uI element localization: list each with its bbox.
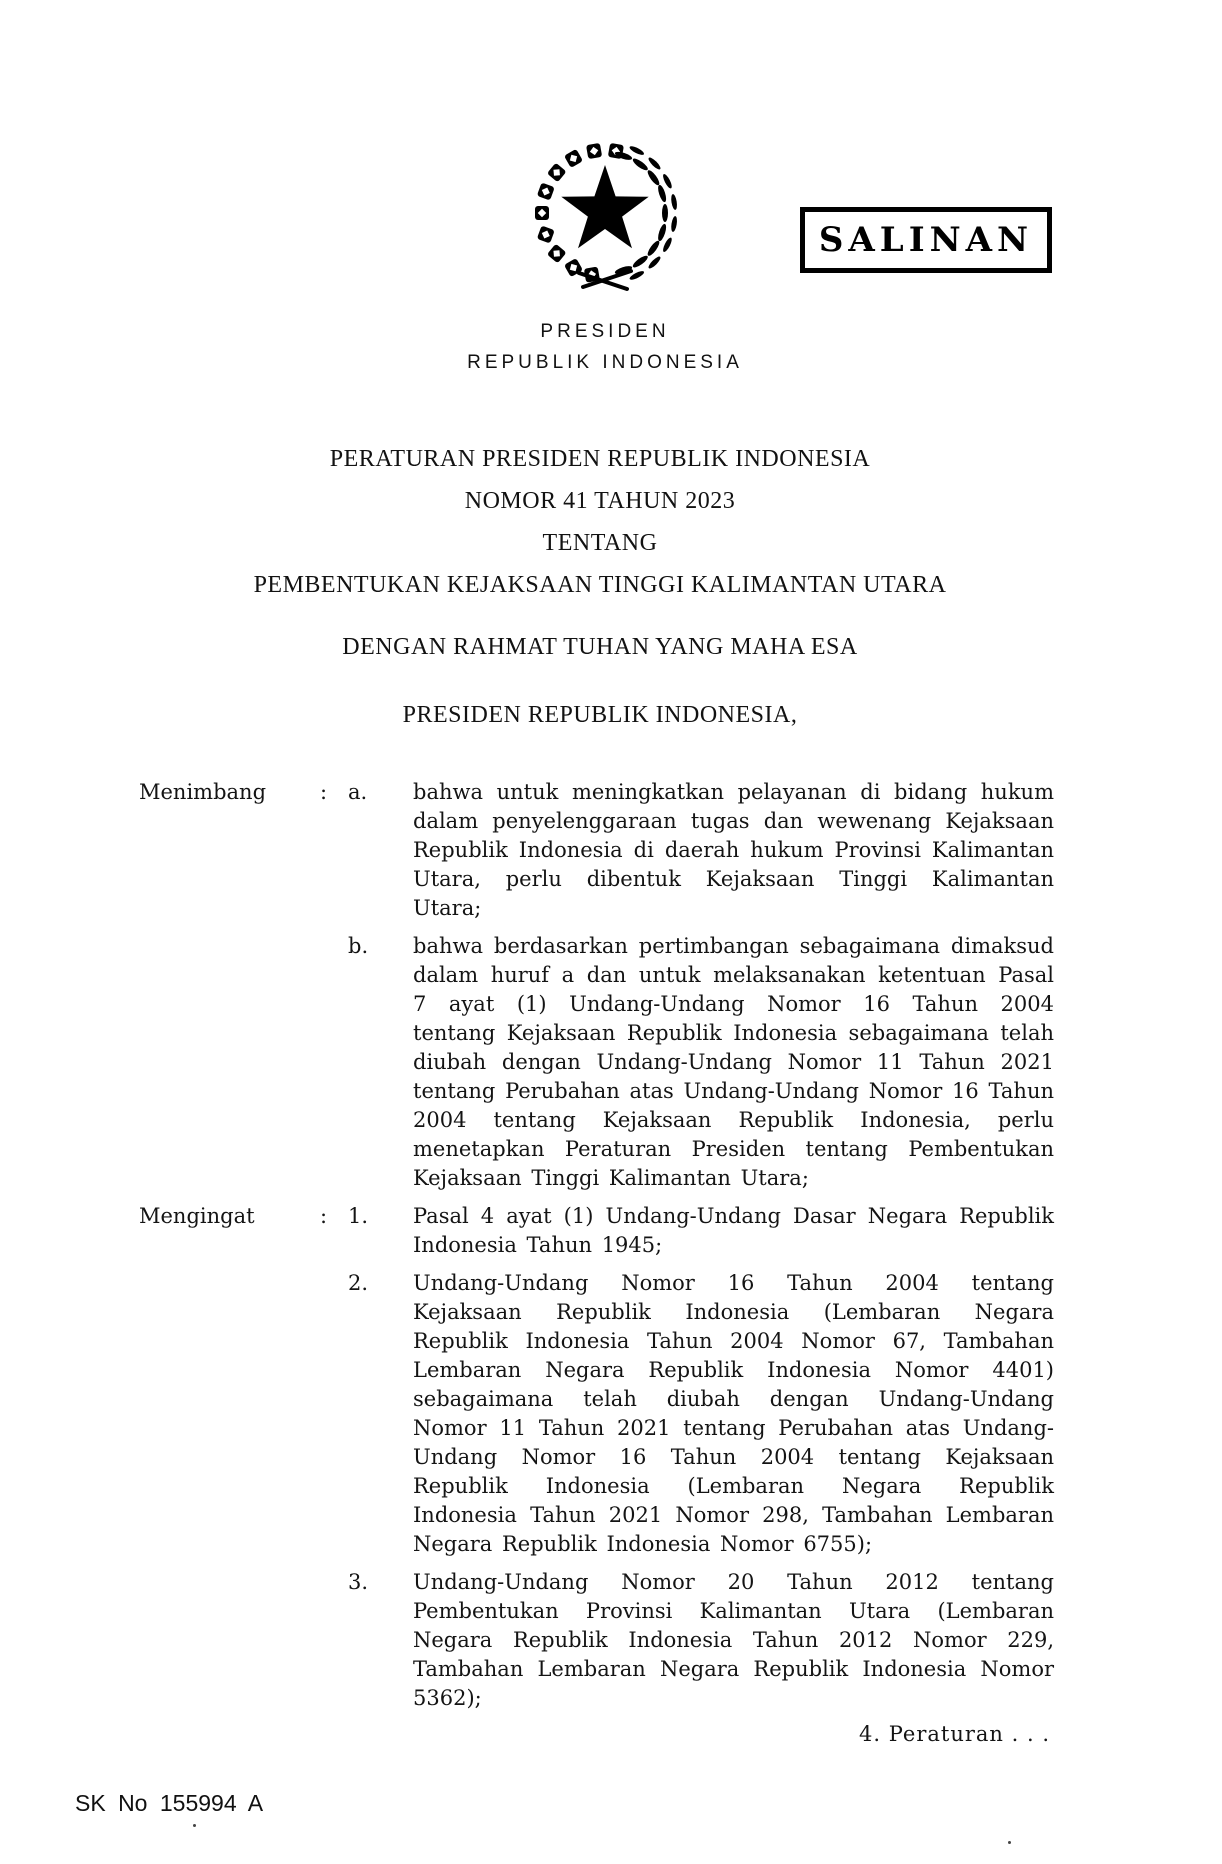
- sk-number: SK No 155994 A: [75, 1790, 264, 1816]
- clause-menimbang: [0, 778, 1222, 1193]
- clause-label-mengingat: Mengingat: [139, 1204, 255, 1228]
- letterhead-line-presiden: PRESIDEN: [540, 321, 670, 342]
- letterhead: [455, 316, 755, 378]
- item-text-1: Pasal 4 ayat (1) Undang-Undang Dasar Negara Republik Indonesia Tahun 1945;: [413, 1204, 1054, 1257]
- salinan-stamp: [800, 207, 1052, 273]
- clause-label-menimbang: Menimbang: [139, 780, 267, 804]
- scan-artifact-dot: [193, 1824, 196, 1827]
- regulation-title-line1: PERATURAN PRESIDEN REPUBLIK INDONESIA: [329, 446, 871, 472]
- title-block: [0, 438, 1200, 736]
- letterhead-line-republik-indonesia: REPUBLIK INDONESIA: [467, 352, 743, 373]
- item-marker-a: a.: [348, 780, 368, 804]
- star-icon: [561, 165, 648, 248]
- clause-colon: :: [320, 780, 328, 804]
- scan-artifact-dot: [1008, 1841, 1011, 1844]
- salinan-stamp-label: SALINAN: [818, 220, 1034, 260]
- item-marker-3: 3.: [348, 1570, 369, 1594]
- item-text-b: bahwa berdasarkan pertimbangan sebagaimana dimaksud dalam huruf a dan untuk melaksanakan ketentuan Pasal 7 ayat (1) Undang-Undang Nomor 16 Tahun 2004 tentang Kejaksaan Republik Indonesia sebagaimana telah diubah dengan Undang-Undang Nomor 11 Tahun 2021 tentang Perubahan atas Undang-Undang Nomor 16 Tahun 2004 tentang Kejaksaan Republik Indonesia, perlu menetapkan Peraturan Presiden tentang Pembentukan Kejaksaan Tinggi Kalimantan Utara;: [413, 934, 1054, 1190]
- invocation-line: DENGAN RAHMAT TUHAN YANG MAHA ESA: [342, 634, 858, 660]
- enacting-authority-line: PRESIDEN REPUBLIK INDONESIA,: [402, 702, 798, 728]
- item-marker-2: 2.: [348, 1271, 369, 1295]
- item-marker-1: 1.: [348, 1204, 369, 1228]
- item-text-3: Undang-Undang Nomor 20 Tahun 2012 tentang Pembentukan Provinsi Kalimantan Utara (Lembaran Negara Republik Indonesia Tahun 2012 Nomor 229, Tambahan Lembaran Negara Republik Indonesia Nomor 5362);: [413, 1570, 1054, 1710]
- regulation-subject-line: PEMBENTUKAN KEJAKSAAN TINGGI KALIMANTAN UTARA: [253, 572, 947, 598]
- presidential-star-wreath-emblem: [523, 134, 687, 294]
- item-text-2: Undang-Undang Nomor 16 Tahun 2004 tentang Kejaksaan Republik Indonesia (Lembaran Negara Republik Indonesia Tahun 2004 Nomor 67, Tambahan Lembaran Negara Republik Indonesia Nomor 4401) sebagaimana telah diubah dengan Undang-Undang Nomor 11 Tahun 2021 tentang Perubahan atas Undang-Undang Nomor 16 Tahun 2004 tentang Kejaksaan Republik Indonesia (Lembaran Negara Republik Indonesia Tahun 2021 Nomor 298, Tambahan Lembaran Negara Republik Indonesia Nomor 6755);: [413, 1271, 1054, 1556]
- item-text-a: bahwa untuk meningkatkan pelayanan di bidang hukum dalam penyelenggaraan tugas dan wewenang Kejaksaan Republik Indonesia di daerah hukum Provinsi Kalimantan Utara, perlu dibentuk Kejaksaan Tinggi Kalimantan Utara;: [413, 780, 1054, 920]
- clause-mengingat: [0, 1202, 1222, 1713]
- preamble: [0, 778, 1222, 1722]
- catchword-next-page: 4. Peraturan . . .: [859, 1722, 1050, 1746]
- clause-colon: :: [320, 1204, 328, 1228]
- tentang-line: TENTANG: [542, 530, 658, 556]
- regulation-number-line: NOMOR 41 TAHUN 2023: [464, 488, 736, 514]
- item-marker-b: b.: [348, 934, 369, 958]
